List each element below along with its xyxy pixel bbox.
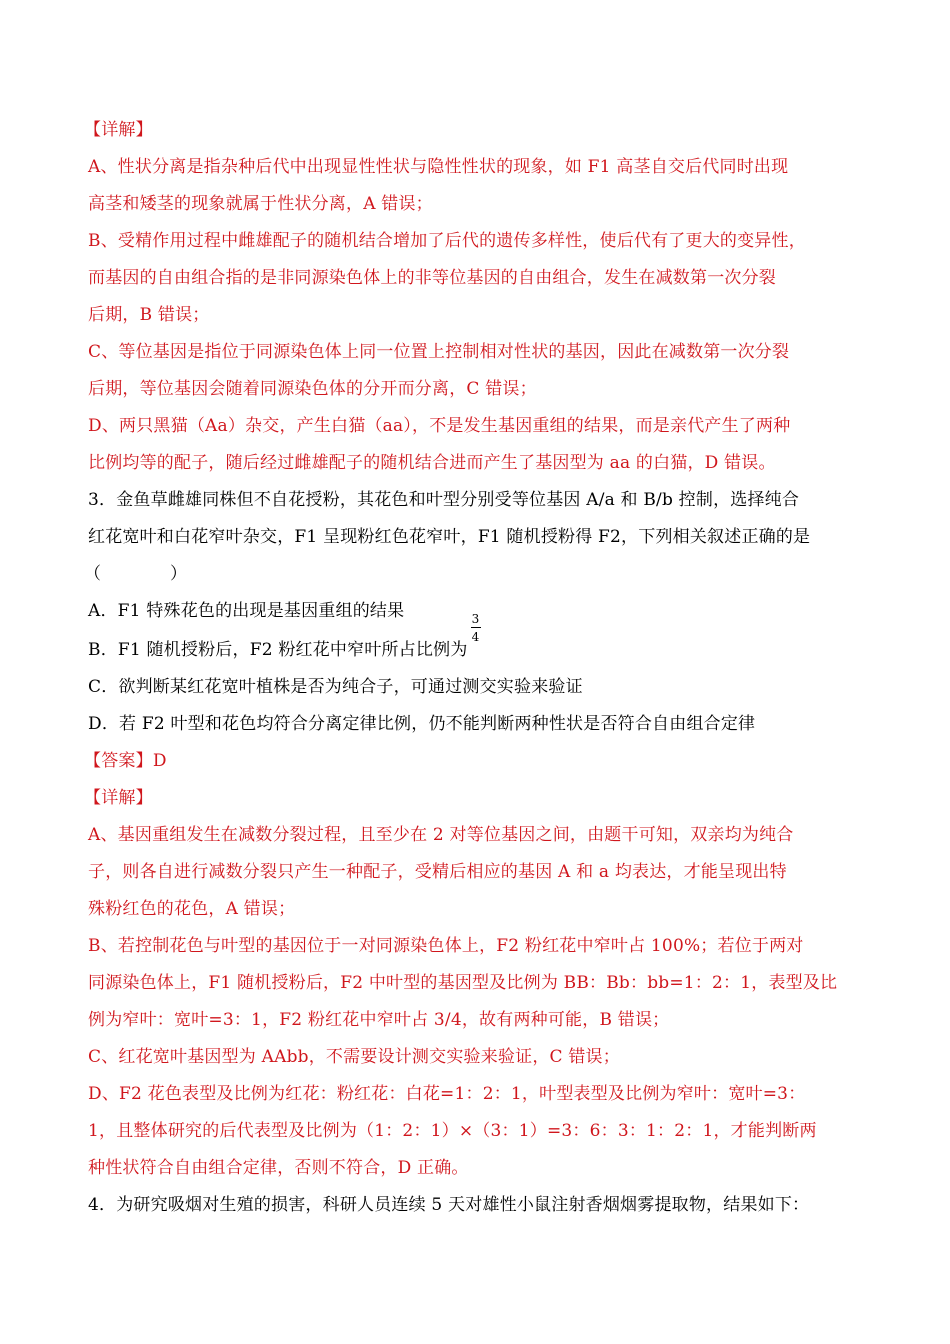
q3-option-c: C．欲判断某红花宽叶植株是否为纯合子，可通过测交实验来验证 xyxy=(88,677,583,697)
q3-explanation-line: D、F2 花色表型及比例为红花：粉红花：白花=1：2：1，叶型表型及比例为窄叶：宽叶=3： xyxy=(88,1084,806,1104)
q2-explanation-line: 比例均等的配子，随后经过雌雄配子的随机结合进而产生了基因型为 aa 的白猫，D 错误。 xyxy=(88,453,776,473)
q3-explanation-line: 殊粉红色的花色，A 错误； xyxy=(88,899,296,919)
q2-explanation-line: A、性状分离是指杂种后代中出现显性性状与隐性性状的现象，如 F1 高茎自交后代同时出现 xyxy=(88,157,789,177)
q3-explanation-heading: 【详解】 xyxy=(84,788,153,808)
q3-option-d: D．若 F2 叶型和花色均符合分离定律比例，仍不能判断两种性状是否符合自由组合定律 xyxy=(88,714,756,734)
q3-option-b-text: B．F1 随机授粉后，F2 粉红花中窄叶所占比例为 xyxy=(88,640,468,660)
q2-explanation-line: C、等位基因是指位于同源染色体上同一位置上控制相对性状的基因，因此在减数第一次分裂 xyxy=(88,342,790,362)
q3-explanation-line: 同源染色体上，F1 随机授粉后，F2 中叶型的基因型及比例为 BB：Bb：bb=1：2：1，表型及比 xyxy=(88,973,838,993)
q2-explanation-line: 而基因的自由组合指的是非同源染色体上的非等位基因的自由组合，发生在减数第一次分裂 xyxy=(88,268,776,288)
q2-explanation-line: 高茎和矮茎的现象就属于性状分离，A 错误； xyxy=(88,194,433,214)
q2-explanation-line: 后期，等位基因会随着同源染色体的分开而分离，C 错误； xyxy=(88,379,537,399)
document-page xyxy=(84,112,868,1224)
q2-explanation-line: B、受精作用过程中雌雄配子的随机结合增加了后代的遗传多样性，使后代有了更大的变异性， xyxy=(88,231,806,251)
q3-explanation-line: B、若控制花色与叶型的基因位于一对同源染色体上，F2 粉红花中窄叶占 100%；若位于两对 xyxy=(88,936,804,956)
q3-option-a: A．F1 特殊花色的出现是基因重组的结果 xyxy=(88,601,405,621)
q3-answer-label: 【答案】 xyxy=(84,751,153,771)
q3-explanation-line: 子，则各自进行减数分裂只产生一种配子，受精后相应的基因 A 和 a 均表达，才能呈现出特 xyxy=(88,862,787,882)
fraction-denominator: 4 xyxy=(471,630,480,644)
q2-explanation-line: D、两只黑猫（Aa）杂交，产生白猫（aa），不是发生基因重组的结果，而是亲代产生了两种 xyxy=(88,416,791,436)
q3-answer-blank: （ ） xyxy=(84,564,188,584)
q3-explanation-line: 1，且整体研究的后代表型及比例为（1：2：1）×（3：1）=3：6：3：1：2：1，才能判断两 xyxy=(88,1121,817,1141)
fraction-numerator: 3 xyxy=(471,612,480,626)
q3-answer xyxy=(84,743,868,780)
q3-stem-line: 3．金鱼草雌雄同株但不自花授粉，其花色和叶型分别受等位基因 A/a 和 B/b 控制，选择纯合 xyxy=(88,490,800,510)
q3-stem-line: 红花宽叶和白花窄叶杂交，F1 呈现粉红色花窄叶，F1 随机授粉得 F2，下列相关叙述正确的是 xyxy=(88,527,811,547)
fraction-bar xyxy=(471,627,481,628)
q3-answer-value: D xyxy=(152,751,167,771)
q3-explanation-line: A、基因重组发生在减数分裂过程，且至少在 2 对等位基因之间，由题干可知，双亲均为纯合 xyxy=(88,825,794,845)
fraction xyxy=(470,612,484,655)
q3-option-b xyxy=(88,612,868,669)
q3-explanation-line: 例为窄叶：宽叶=3：1，F2 粉红花中窄叶占 3/4，故有两种可能，B 错误； xyxy=(88,1010,670,1030)
q4-stem: 4．为研究吸烟对生殖的损害，科研人员连续 5 天对雄性小鼠注射香烟烟雾提取物，结果如下： xyxy=(88,1195,810,1215)
q2-explanation-line: 后期，B 错误； xyxy=(88,305,210,325)
q3-explanation-line: C、红花宽叶基因型为 AAbb，不需要设计测交实验来验证，C 错误； xyxy=(88,1047,620,1067)
q3-explanation-line: 种性状符合自由组合定律，否则不符合，D 正确。 xyxy=(88,1158,469,1178)
q2-explanation-heading: 【详解】 xyxy=(84,120,153,140)
